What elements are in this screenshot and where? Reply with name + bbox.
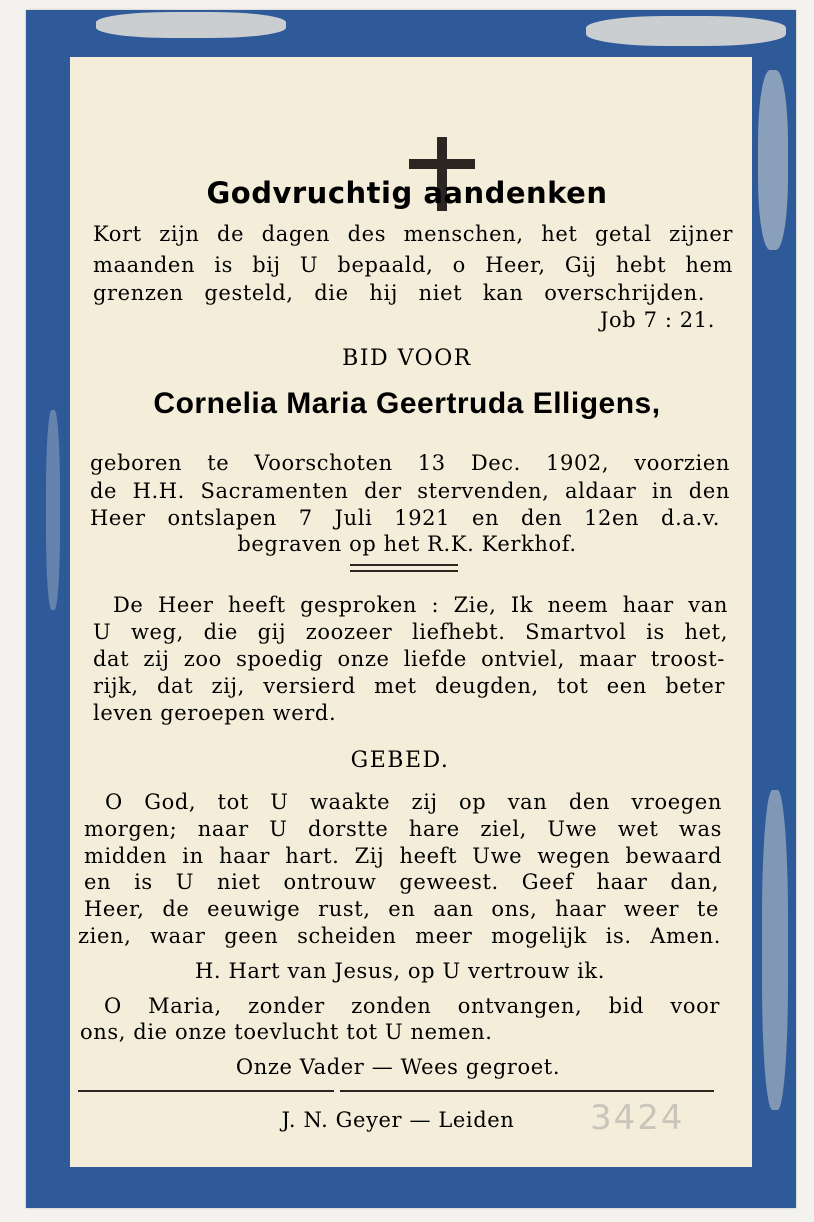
prayer-line: zien, waar geen scheiden meer mogelijk is. Amen. [78,924,721,948]
border-wear [586,16,786,46]
border-wear [758,70,788,250]
reflection-line: leven geroepen werd. [93,701,337,725]
prayer-line: morgen; naar U dorstte hare ziel, Uwe wet was [84,817,722,841]
divider [78,1090,334,1092]
heading: Godvruchtig aandenken [206,176,608,210]
biography-line: begraven op het R.K. Kerkhof. [237,532,577,556]
divider [340,1090,714,1092]
border-wear [96,12,286,38]
border-wear [46,410,60,610]
verse-reference: Job 7 : 21. [600,308,715,332]
prayer-line: midden in haar hart. Zij heeft Uwe wegen bewaard [84,844,722,868]
biography-line: de H.H. Sacramenten der stervenden, aldaar in den [90,479,730,503]
prayer-heading: GEBED. [350,748,450,773]
verse-line: grenzen gesteld, die hij niet kan overschrijden. [93,281,705,305]
verse-line: maanden is bij U bepaald, o Heer, Gij hebt hem [93,253,733,277]
prayer-line: O God, tot U waakte zij op van den vroegen [105,790,722,814]
invocation-mary-line: O Maria, zonder zonden ontvangen, bid voor [104,994,720,1018]
divider [350,564,458,566]
pray-for-label: BID VOOR [342,346,472,371]
reflection-line: dat zij zoo spoedig onze liefde ontviel, maar troost- [93,647,725,671]
reflection-line: De Heer heeft gesproken : Zie, Ik neem haar van [113,593,728,617]
printer-credit: J. N. Geyer — Leiden [281,1108,515,1132]
reflection-line: U weg, die gij zoozeer liefhebt. Smartvol is het, [93,620,728,644]
reflection-line: rijk, dat zij, versierd met deugden, tot een beter [93,674,725,698]
prayer-line: en is U niet ontrouw geweest. Geef haar dan, [84,870,719,894]
prayer-line: Heer, de eeuwige rust, en aan ons, haar weer te [84,897,719,921]
biography-line: Heer ontslapen 7 Juli 1921 en den 12en d.a.v. [90,506,720,530]
invocation-heart: H. Hart van Jesus, op U vertrouw ik. [195,959,605,983]
archive-number: 3424 [590,1098,685,1138]
divider [350,570,458,572]
deceased-name: Cornelia Maria Geertruda Elligens, [153,387,661,420]
verse-line: Kort zijn de dagen des menschen, het getal zijner [93,222,733,246]
biography-line: geboren te Voorschoten 13 Dec. 1902, voorzien [90,451,730,475]
invocation-mary-line: ons, die onze toevlucht tot U nemen. [80,1020,493,1044]
closing-prayers: Onze Vader — Wees gegroet. [235,1055,561,1079]
